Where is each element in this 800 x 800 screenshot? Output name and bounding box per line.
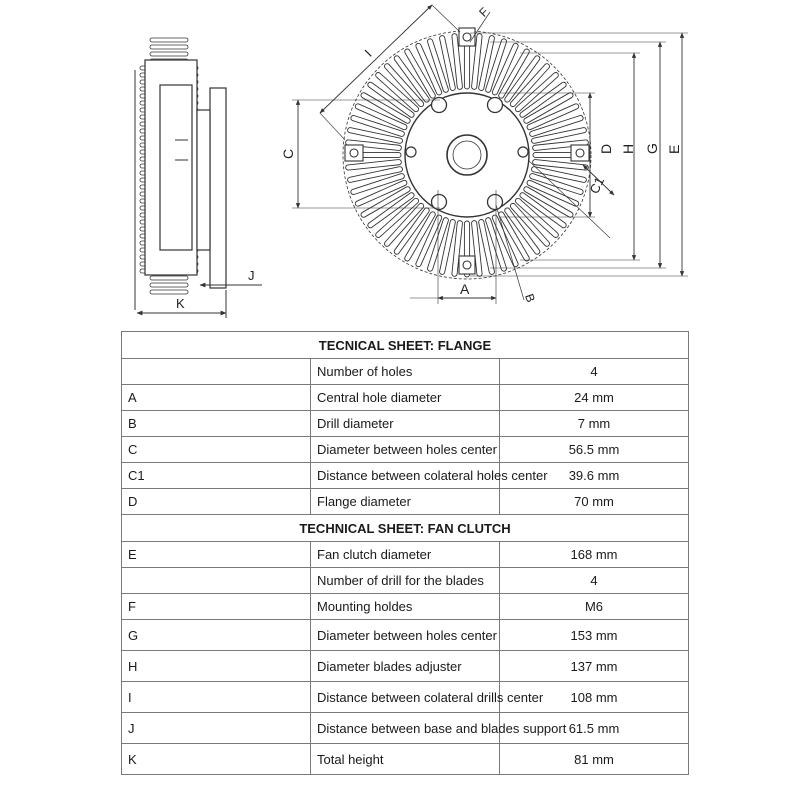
row-code: C [122, 437, 311, 463]
table-row [122, 620, 689, 651]
label-C: C [280, 148, 296, 159]
row-value: 4 [500, 359, 689, 385]
row-code: B [122, 411, 311, 437]
row-label: Number of holes [311, 359, 500, 385]
row-value: 70 mm [500, 489, 689, 515]
row-label: Distance between colateral holes center [311, 463, 500, 489]
fan-clutch-sheet-header-title: TECHNICAL SHEET: FAN CLUTCH [122, 515, 689, 542]
row-value: 39.6 mm [500, 463, 689, 489]
table-row [122, 463, 689, 489]
side-view-hub-core [160, 85, 192, 250]
row-value: 4 [500, 568, 689, 594]
label-G: G [644, 143, 660, 154]
row-label: Mounting holdes [311, 594, 500, 620]
row-value: 7 mm [500, 411, 689, 437]
row-code: I [122, 682, 311, 713]
row-code: H [122, 651, 311, 682]
row-value: 153 mm [500, 620, 689, 651]
row-label: Total height [311, 744, 500, 775]
technical-sheet-table [121, 331, 689, 775]
flange-hole [432, 195, 447, 210]
row-label: Drill diameter [311, 411, 500, 437]
row-code: A [122, 385, 311, 411]
table-row [122, 713, 689, 744]
row-label: Diameter between holes center [311, 620, 500, 651]
side-view-flange-neck [197, 110, 210, 250]
row-value: 56.5 mm [500, 437, 689, 463]
table-row [122, 385, 689, 411]
row-label: Central hole diameter [311, 385, 500, 411]
label-F: F [476, 4, 492, 20]
side-fin [150, 290, 188, 294]
flange-hole [406, 147, 416, 157]
row-code: F [122, 594, 311, 620]
side-fin [150, 38, 188, 42]
table-row [122, 359, 689, 385]
label-C1: C1 [586, 174, 608, 197]
label-E: E [666, 144, 682, 154]
table-row [122, 489, 689, 515]
table-row [122, 542, 689, 568]
blade-mount-tab [459, 256, 475, 274]
side-fin [150, 283, 188, 287]
blade-mount-tab [571, 145, 589, 161]
table-row [122, 744, 689, 775]
row-code: C1 [122, 463, 311, 489]
label-K: K [176, 296, 185, 311]
row-value: 81 mm [500, 744, 689, 775]
row-code: E [122, 542, 311, 568]
flange-hole [488, 98, 503, 113]
row-code: G [122, 620, 311, 651]
flange-hole [488, 195, 503, 210]
row-value: 108 mm [500, 682, 689, 713]
blade-mount-tab [459, 28, 475, 46]
side-fin [150, 276, 188, 280]
row-label: Number of drill for the blades [311, 568, 500, 594]
label-B: B [522, 291, 538, 305]
label-A: A [460, 281, 470, 297]
table-row [122, 411, 689, 437]
blade-mount-tab [345, 145, 363, 161]
table-row [122, 651, 689, 682]
label-J: J [248, 268, 255, 283]
label-D: D [598, 143, 614, 154]
fan-clutch-sheet-header [122, 515, 689, 542]
side-fin [150, 52, 188, 56]
row-label: Distance between base and blades support [311, 713, 500, 744]
row-value: 61.5 mm [500, 713, 689, 744]
fan-clutch-technical-drawing [0, 0, 800, 330]
label-H: H [620, 143, 636, 154]
row-code [122, 359, 311, 385]
table-row [122, 682, 689, 713]
row-label: Diameter blades adjuster [311, 651, 500, 682]
flange-hole [518, 147, 528, 157]
side-fin [150, 45, 188, 49]
row-label: Diameter between holes center [311, 437, 500, 463]
flange-sheet-header [122, 332, 689, 359]
row-label: Flange diameter [311, 489, 500, 515]
table-row [122, 437, 689, 463]
side-view-flange [210, 88, 226, 288]
row-code [122, 568, 311, 594]
row-code: D [122, 489, 311, 515]
row-code: K [122, 744, 311, 775]
row-value: 137 mm [500, 651, 689, 682]
table-row [122, 594, 689, 620]
row-code: J [122, 713, 311, 744]
row-value: 168 mm [500, 542, 689, 568]
label-I: I [361, 46, 375, 60]
row-value: M6 [500, 594, 689, 620]
side-view [135, 38, 226, 310]
row-label: Distance between colateral drills center [311, 682, 500, 713]
front-view [343, 28, 591, 279]
flange-sheet-header-title: TECNICAL SHEET: FLANGE [122, 332, 689, 359]
row-value: 24 mm [500, 385, 689, 411]
table-row [122, 568, 689, 594]
row-label: Fan clutch diameter [311, 542, 500, 568]
